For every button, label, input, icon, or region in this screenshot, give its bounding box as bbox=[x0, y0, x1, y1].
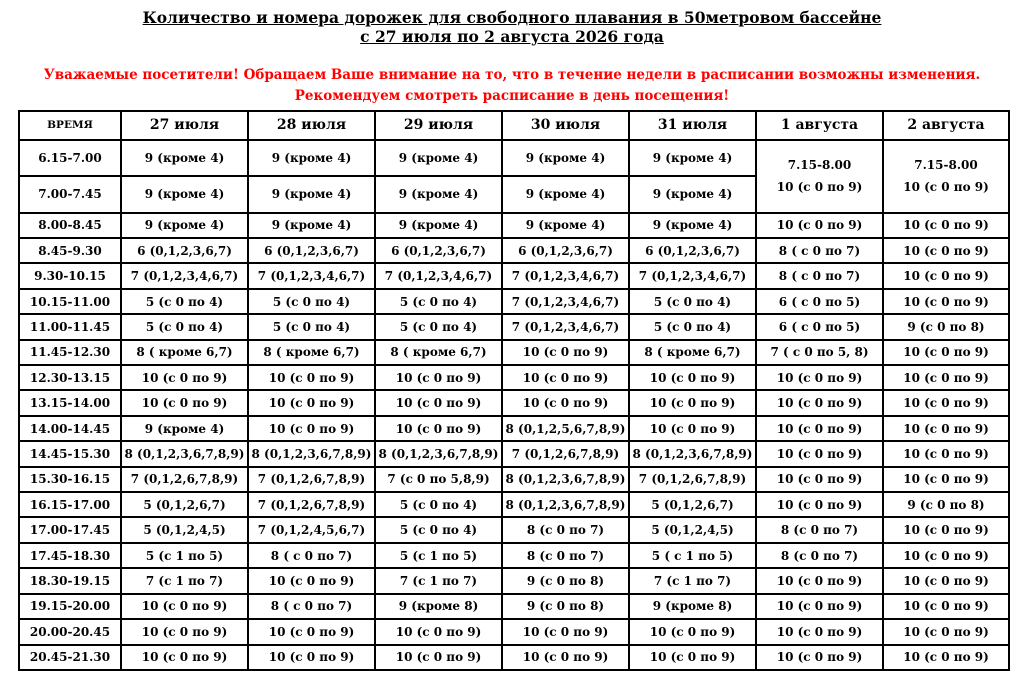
table-row bbox=[19, 543, 1009, 568]
lane-cell: 10 (с 0 по 9) bbox=[756, 619, 883, 644]
lane-cell: 10 (с 0 по 9) bbox=[756, 492, 883, 517]
lane-cell: 10 (с 0 по 9) bbox=[883, 289, 1009, 314]
table-row bbox=[19, 263, 1009, 288]
lane-cell: 9 (с 0 по 8) bbox=[883, 314, 1009, 339]
lane-cell: 10 (с 0 по 9) bbox=[248, 390, 375, 415]
lane-cell: 7 (с 0 по 5,8,9) bbox=[375, 467, 502, 492]
lane-cell: 10 (с 0 по 9) bbox=[756, 441, 883, 466]
lane-cell: 10 (с 0 по 9) bbox=[629, 416, 756, 441]
lane-cell: 8 ( кроме 6,7) bbox=[248, 340, 375, 365]
lane-cell: 5 (с 0 по 4) bbox=[375, 517, 502, 542]
lane-cell: 9 (кроме 4) bbox=[121, 213, 248, 238]
lane-cell: 5 (с 1 по 5) bbox=[121, 543, 248, 568]
lane-cell: 7 (0,1,2,6,7,8,9) bbox=[502, 441, 629, 466]
lane-cell: 9 (кроме 4) bbox=[629, 213, 756, 238]
lane-cell: 6 ( с 0 по 5) bbox=[756, 289, 883, 314]
lane-cell: 8 ( с 0 по 7) bbox=[248, 594, 375, 619]
lane-cell: 10 (с 0 по 9) bbox=[121, 619, 248, 644]
lane-cell: 7 (0,1,2,6,7,8,9) bbox=[121, 467, 248, 492]
lane-cell: 10 (с 0 по 9) bbox=[756, 594, 883, 619]
lane-cell: 10 (с 0 по 9) bbox=[629, 365, 756, 390]
lane-cell: 8 (0,1,2,3,6,7,8,9) bbox=[629, 441, 756, 466]
lane-cell: 7 (0,1,2,6,7,8,9) bbox=[629, 467, 756, 492]
lane-cell: 5 (0,1,2,4,5) bbox=[121, 517, 248, 542]
lane-cell: 8 (с 0 по 7) bbox=[502, 517, 629, 542]
lane-cell: 10 (с 0 по 9) bbox=[248, 645, 375, 670]
lane-cell: 8 (0,1,2,5,6,7,8,9) bbox=[502, 416, 629, 441]
time-cell: 20.45-21.30 bbox=[19, 645, 121, 670]
page-title: Количество и номера дорожек для свободного плавания в 50метровом бассейне bbox=[142, 8, 882, 27]
lane-cell: 7 (0,1,2,3,4,6,7) bbox=[121, 263, 248, 288]
header-row bbox=[19, 111, 1009, 140]
lane-cell: 9 (кроме 4) bbox=[121, 416, 248, 441]
lane-cell: 5 (с 0 по 4) bbox=[629, 289, 756, 314]
time-cell: 14.00-14.45 bbox=[19, 416, 121, 441]
lane-cell: 8 (с 0 по 7) bbox=[756, 517, 883, 542]
lane-cell: 10 (с 0 по 9) bbox=[883, 416, 1009, 441]
table-row bbox=[19, 340, 1009, 365]
lane-cell: 9 (кроме 4) bbox=[502, 176, 629, 213]
lane-cell: 9 (с 0 по 8) bbox=[883, 492, 1009, 517]
lane-cell: 7 (0,1,2,6,7,8,9) bbox=[248, 492, 375, 517]
day-header: 28 июля bbox=[248, 111, 375, 140]
lane-cell: 8 (0,1,2,3,6,7,8,9) bbox=[502, 467, 629, 492]
time-cell: 16.15-17.00 bbox=[19, 492, 121, 517]
lane-cell: 9 (кроме 4) bbox=[629, 176, 756, 213]
lane-cell: 8 (0,1,2,3,6,7,8,9) bbox=[248, 441, 375, 466]
lane-cell: 5 (с 0 по 4) bbox=[121, 314, 248, 339]
lane-cell: 10 (с 0 по 9) bbox=[756, 467, 883, 492]
lane-cell: 9 (кроме 4) bbox=[502, 213, 629, 238]
lane-cell: 9 (кроме 4) bbox=[248, 140, 375, 177]
time-cell: 14.45-15.30 bbox=[19, 441, 121, 466]
lane-cell: 10 (с 0 по 9) bbox=[883, 213, 1009, 238]
lane-cell: 9 (кроме 4) bbox=[629, 140, 756, 177]
table-row bbox=[19, 238, 1009, 263]
lane-cell: 8 ( кроме 6,7) bbox=[121, 340, 248, 365]
lane-cell: 10 (с 0 по 9) bbox=[756, 213, 883, 238]
lane-cell: 5 (с 0 по 4) bbox=[248, 314, 375, 339]
time-cell: 12.30-13.15 bbox=[19, 365, 121, 390]
lane-cell: 8 (с 0 по 7) bbox=[502, 543, 629, 568]
table-row bbox=[19, 594, 1009, 619]
lane-cell: 7 (0,1,2,3,4,6,7) bbox=[375, 263, 502, 288]
lane-cell: 5 (0,1,2,4,5) bbox=[629, 517, 756, 542]
table-row bbox=[19, 517, 1009, 542]
time-cell: 8.45-9.30 bbox=[19, 238, 121, 263]
lane-cell: 8 ( с 0 по 7) bbox=[756, 263, 883, 288]
lane-cell: 10 (с 0 по 9) bbox=[883, 467, 1009, 492]
weekend-early-cell bbox=[883, 140, 1009, 213]
lane-cell: 9 (кроме 4) bbox=[375, 213, 502, 238]
lane-cell: 7 (с 1 по 7) bbox=[375, 568, 502, 593]
lane-cell: 5 (с 1 по 5) bbox=[375, 543, 502, 568]
lane-cell: 9 (кроме 4) bbox=[375, 176, 502, 213]
lane-cell: 9 (кроме 8) bbox=[629, 594, 756, 619]
lane-cell: 10 (с 0 по 9) bbox=[375, 390, 502, 415]
lane-cell: 10 (с 0 по 9) bbox=[883, 543, 1009, 568]
lane-cell: 7 ( с 0 по 5, 8) bbox=[756, 340, 883, 365]
time-cell: 20.00-20.45 bbox=[19, 619, 121, 644]
lane-cell: 10 (с 0 по 9) bbox=[883, 594, 1009, 619]
lane-cell: 5 (0,1,2,6,7) bbox=[629, 492, 756, 517]
table-row bbox=[19, 314, 1009, 339]
lane-cell: 10 (с 0 по 9) bbox=[756, 390, 883, 415]
time-cell: 19.15-20.00 bbox=[19, 594, 121, 619]
lane-cell: 7 (0,1,2,3,4,6,7) bbox=[629, 263, 756, 288]
lane-cell: 5 (с 0 по 4) bbox=[121, 289, 248, 314]
lane-cell: 7 (0,1,2,3,4,6,7) bbox=[502, 263, 629, 288]
day-header: 31 июля bbox=[629, 111, 756, 140]
lane-cell: 10 (с 0 по 9) bbox=[502, 365, 629, 390]
page-subtitle-dates: с 27 июля по 2 августа 2026 года bbox=[360, 27, 664, 46]
table-row bbox=[19, 619, 1009, 644]
time-cell: 8.00-8.45 bbox=[19, 213, 121, 238]
lane-cell: 10 (с 0 по 9) bbox=[756, 365, 883, 390]
lane-cell: 10 (с 0 по 9) bbox=[629, 645, 756, 670]
special-time: 7.15-8.00 bbox=[914, 158, 978, 173]
lane-cell: 10 (с 0 по 9) bbox=[756, 645, 883, 670]
lane-cell: 6 (0,1,2,3,6,7) bbox=[375, 238, 502, 263]
table-row bbox=[19, 213, 1009, 238]
day-header: 1 августа bbox=[756, 111, 883, 140]
table-row bbox=[19, 492, 1009, 517]
special-time: 7.15-8.00 bbox=[787, 158, 852, 173]
lane-cell: 5 (с 0 по 4) bbox=[248, 289, 375, 314]
lane-cell: 9 (кроме 8) bbox=[375, 594, 502, 619]
lane-cell: 7 (с 1 по 7) bbox=[629, 568, 756, 593]
lane-cell: 10 (с 0 по 9) bbox=[375, 645, 502, 670]
lane-cell: 10 (с 0 по 9) bbox=[883, 619, 1009, 644]
lane-cell: 10 (с 0 по 9) bbox=[883, 645, 1009, 670]
lane-cell: 8 (0,1,2,3,6,7,8,9) bbox=[375, 441, 502, 466]
lane-cell: 6 (0,1,2,3,6,7) bbox=[121, 238, 248, 263]
lane-cell: 5 (с 0 по 4) bbox=[375, 289, 502, 314]
lane-cell: 7 (с 1 по 7) bbox=[121, 568, 248, 593]
lane-cell: 7 (0,1,2,3,4,6,7) bbox=[502, 314, 629, 339]
table-row bbox=[19, 365, 1009, 390]
lane-cell: 10 (с 0 по 9) bbox=[502, 390, 629, 415]
lane-cell: 6 (0,1,2,3,6,7) bbox=[502, 238, 629, 263]
lane-cell: 10 (с 0 по 9) bbox=[248, 416, 375, 441]
day-header: 29 июля bbox=[375, 111, 502, 140]
lane-cell: 10 (с 0 по 9) bbox=[121, 594, 248, 619]
lane-cell: 10 (с 0 по 9) bbox=[248, 365, 375, 390]
lane-cell: 10 (с 0 по 9) bbox=[756, 568, 883, 593]
lane-cell: 10 (с 0 по 9) bbox=[883, 568, 1009, 593]
lane-cell: 8 (0,1,2,3,6,7,8,9) bbox=[121, 441, 248, 466]
lane-cell: 5 (с 0 по 4) bbox=[375, 492, 502, 517]
day-header: 27 июля bbox=[121, 111, 248, 140]
lane-cell: 5 (с 0 по 4) bbox=[629, 314, 756, 339]
lane-cell: 10 (с 0 по 9) bbox=[121, 390, 248, 415]
lane-cell: 10 (с 0 по 9) bbox=[502, 645, 629, 670]
lane-cell: 10 (с 0 по 9) bbox=[502, 340, 629, 365]
lane-cell: 9 (кроме 4) bbox=[121, 176, 248, 213]
lane-cell: 10 (с 0 по 9) bbox=[883, 365, 1009, 390]
lane-cell: 7 (0,1,2,4,5,6,7) bbox=[248, 517, 375, 542]
lane-cell: 5 (0,1,2,6,7) bbox=[121, 492, 248, 517]
lane-cell: 7 (0,1,2,6,7,8,9) bbox=[248, 467, 375, 492]
lane-cell: 9 (с 0 по 8) bbox=[502, 568, 629, 593]
lane-cell: 9 (кроме 4) bbox=[248, 213, 375, 238]
table-row bbox=[19, 416, 1009, 441]
time-cell: 10.15-11.00 bbox=[19, 289, 121, 314]
lane-cell: 10 (с 0 по 9) bbox=[883, 390, 1009, 415]
lane-cell: 7 (0,1,2,3,4,6,7) bbox=[502, 289, 629, 314]
time-cell: 17.00-17.45 bbox=[19, 517, 121, 542]
lane-cell: 10 (с 0 по 9) bbox=[248, 568, 375, 593]
schedule-table bbox=[18, 110, 1010, 671]
lane-cell: 10 (с 0 по 9) bbox=[883, 441, 1009, 466]
lane-cell: 10 (с 0 по 9) bbox=[375, 416, 502, 441]
lane-cell: 9 (кроме 4) bbox=[248, 176, 375, 213]
lane-cell: 10 (с 0 по 9) bbox=[756, 416, 883, 441]
weekend-early-cell bbox=[756, 140, 883, 213]
lane-cell: 8 (с 0 по 7) bbox=[756, 543, 883, 568]
time-cell: 13.15-14.00 bbox=[19, 390, 121, 415]
lane-cell: 9 (кроме 4) bbox=[121, 140, 248, 177]
lane-cell: 6 ( с 0 по 5) bbox=[756, 314, 883, 339]
time-cell: 18.30-19.15 bbox=[19, 568, 121, 593]
table-row bbox=[19, 441, 1009, 466]
time-column-header: ВРЕМЯ bbox=[19, 111, 121, 140]
lane-cell: 10 (с 0 по 9) bbox=[248, 619, 375, 644]
lane-cell: 6 (0,1,2,3,6,7) bbox=[629, 238, 756, 263]
lane-cell: 10 (с 0 по 9) bbox=[883, 238, 1009, 263]
day-header: 30 июля bbox=[502, 111, 629, 140]
day-header: 2 августа bbox=[883, 111, 1009, 140]
lane-cell: 8 ( с 0 по 7) bbox=[248, 543, 375, 568]
lane-cell: 9 (кроме 4) bbox=[502, 140, 629, 177]
table-row bbox=[19, 568, 1009, 593]
lane-cell: 5 (с 0 по 4) bbox=[375, 314, 502, 339]
lane-cell: 9 (кроме 4) bbox=[375, 140, 502, 177]
lane-cell: 8 ( кроме 6,7) bbox=[375, 340, 502, 365]
time-cell: 17.45-18.30 bbox=[19, 543, 121, 568]
lane-cell: 10 (с 0 по 9) bbox=[121, 365, 248, 390]
lane-cell: 10 (с 0 по 9) bbox=[883, 263, 1009, 288]
time-cell: 11.45-12.30 bbox=[19, 340, 121, 365]
lane-cell: 5 ( с 1 по 5) bbox=[629, 543, 756, 568]
notice-line-2: Рекомендуем смотреть расписание в день посещения! bbox=[294, 88, 730, 104]
lane-cell: 10 (с 0 по 9) bbox=[502, 619, 629, 644]
time-cell: 7.00-7.45 bbox=[19, 176, 121, 213]
time-cell: 6.15-7.00 bbox=[19, 140, 121, 177]
time-cell: 15.30-16.15 bbox=[19, 467, 121, 492]
lane-cell: 10 (с 0 по 9) bbox=[375, 619, 502, 644]
lane-cell: 10 (с 0 по 9) bbox=[883, 340, 1009, 365]
special-lanes: 10 (с 0 по 9) bbox=[776, 180, 863, 195]
lane-cell: 8 (0,1,2,3,6,7,8,9) bbox=[502, 492, 629, 517]
lane-cell: 10 (с 0 по 9) bbox=[375, 365, 502, 390]
table-row bbox=[19, 645, 1009, 670]
time-cell: 11.00-11.45 bbox=[19, 314, 121, 339]
lane-cell: 10 (с 0 по 9) bbox=[629, 390, 756, 415]
lane-cell: 7 (0,1,2,3,4,6,7) bbox=[248, 263, 375, 288]
lane-cell: 9 (с 0 по 8) bbox=[502, 594, 629, 619]
table-row bbox=[19, 140, 1009, 177]
lane-cell: 10 (с 0 по 9) bbox=[121, 645, 248, 670]
table-row bbox=[19, 289, 1009, 314]
table-row bbox=[19, 467, 1009, 492]
lane-cell: 8 ( кроме 6,7) bbox=[629, 340, 756, 365]
lane-cell: 10 (с 0 по 9) bbox=[883, 517, 1009, 542]
lane-cell: 8 ( с 0 по 7) bbox=[756, 238, 883, 263]
lane-cell: 10 (с 0 по 9) bbox=[629, 619, 756, 644]
table-row bbox=[19, 390, 1009, 415]
time-cell: 9.30-10.15 bbox=[19, 263, 121, 288]
notice-line-1: Уважаемые посетители! Обращаем Ваше внимание на то, что в течение недели в расписании возможны изменения. bbox=[43, 67, 981, 83]
lane-cell: 6 (0,1,2,3,6,7) bbox=[248, 238, 375, 263]
special-lanes: 10 (с 0 по 9) bbox=[903, 180, 989, 195]
